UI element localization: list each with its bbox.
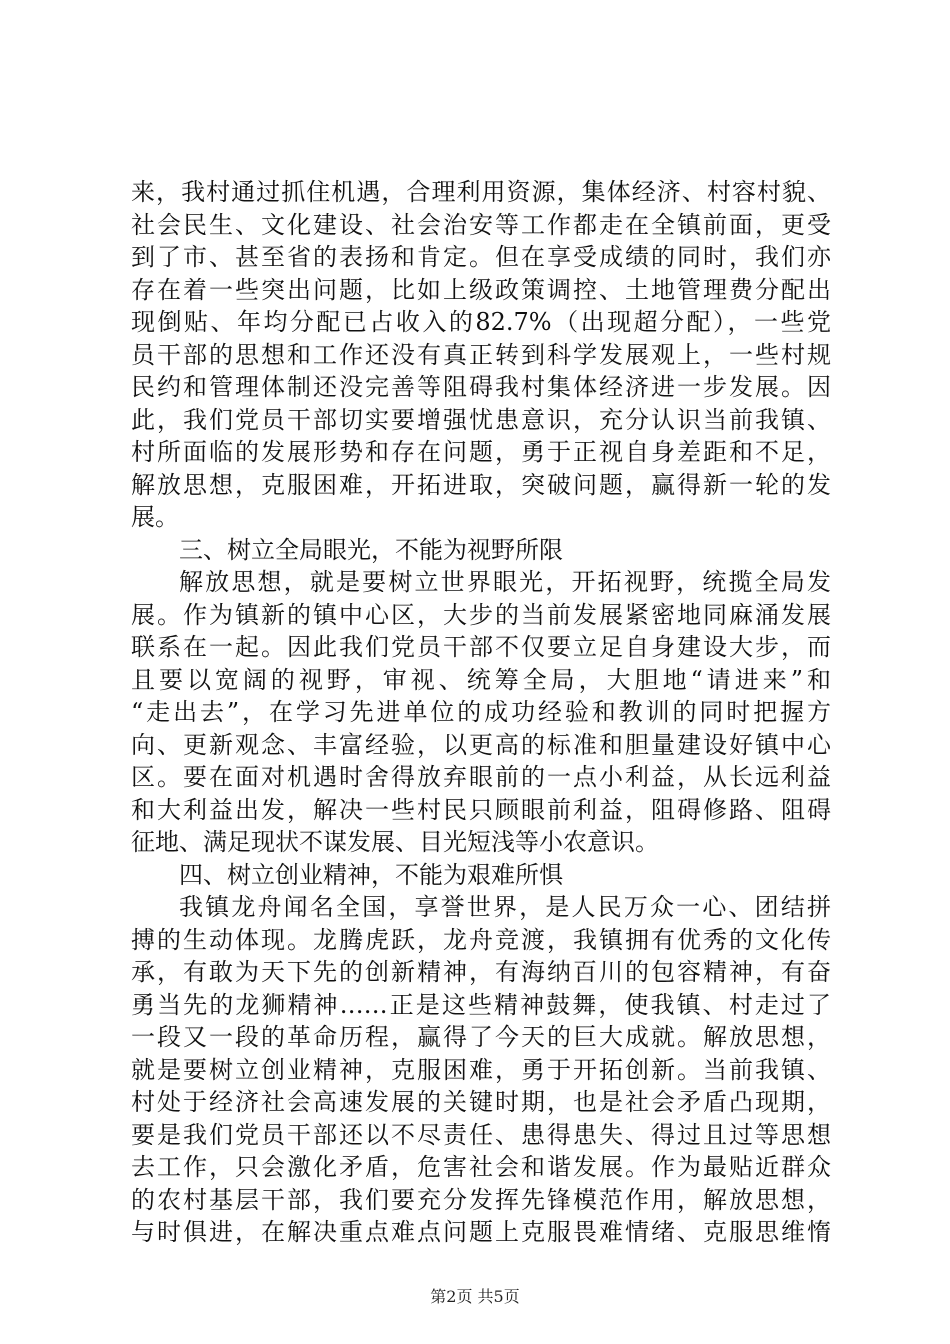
text-line: 就是要树立创业精神，克服困难，勇于开拓创新。当前我镇、 [131, 1055, 831, 1084]
section-heading: 三、树立全局眼光，不能为视野所限 [179, 535, 563, 564]
text-line: 征地、满足现状不谋发展、目光短浅等小农意识。 [131, 828, 659, 856]
text-line: 的农村基层干部，我们要充分发挥先锋模范作用，解放思想， [131, 1185, 831, 1214]
text-line: 我镇龙舟闻名全国，享誉世界，是人民万众一心、团结拼 [179, 893, 831, 921]
text-line: 民约和管理体制还没完善等阻碍我村集体经济进一步发展。因 [131, 373, 831, 401]
text-line: 勇当先的龙狮精神……正是这些精神鼓舞，使我镇、村走过了 [131, 990, 831, 1019]
text-line: 联系在一起。因此我们党员干部不仅要立足自身建设大步，而 [131, 633, 831, 661]
text-line: 存在着一些突出问题，比如上级政策调控、土地管理费分配出 [131, 275, 831, 304]
text-line: 与时俱进，在解决重点难点问题上克服畏难情绪、克服思维惰 [131, 1218, 831, 1246]
text-line: 一段又一段的革命历程，赢得了今天的巨大成就。解放思想， [131, 1023, 831, 1051]
text-line: 展。 [131, 503, 179, 531]
text-line: 此，我们党员干部切实要增强忧患意识，充分认识当前我镇、 [131, 405, 831, 434]
text-line: 到了市、甚至省的表扬和肯定。但在享受成绩的同时，我们亦 [131, 243, 831, 271]
text-line: 承，有敢为天下先的创新精神，有海纳百川的包容精神，有奋 [131, 958, 831, 986]
text-line: “走出去”，在学习先进单位的成功经验和教训的同时把握方 [131, 698, 831, 726]
text-line: 向、更新观念、丰富经验，以更高的标准和胆量建设好镇中心 [131, 730, 831, 759]
section-heading: 四、树立创业精神，不能为艰难所惧 [179, 860, 563, 889]
text-line: 解放思想，就是要树立世界眼光，开拓视野，统揽全局发 [179, 568, 831, 596]
text-line: 村所面临的发展形势和存在问题，勇于正视自身差距和不足， [131, 438, 831, 466]
page-number-footer: 第2页 共5页 [430, 1287, 520, 1306]
text-line: 且要以宽阔的视野，审视、统筹全局，大胆地“请进来”和 [131, 665, 831, 694]
document-body [131, 176, 831, 1249]
text-line: 和大利益出发，解决一些村民只顾眼前利益，阻碍修路、阻碍 [131, 795, 831, 824]
text-line: 搏的生动体现。龙腾虎跃，龙舟竞渡，我镇拥有优秀的文化传 [131, 925, 831, 954]
text-line: 去工作，只会激化矛盾，危害社会和谐发展。作为最贴近群众 [131, 1153, 831, 1181]
text-line: 村处于经济社会高速发展的关键时期，也是社会矛盾凸现期， [131, 1088, 831, 1116]
text-line: 要是我们党员干部还以不尽责任、患得患失、得过且过等思想 [131, 1120, 831, 1149]
text-line: 现倒贴、年均分配已占收入的82.7%（出现超分配），一些党 [131, 308, 831, 336]
text-line: 区。要在面对机遇时舍得放弃眼前的一点小利益，从长远利益 [131, 763, 831, 791]
text-line: 解放思想，克服困难，开拓进取，突破问题，赢得新一轮的发 [131, 470, 831, 499]
text-line: 社会民生、文化建设、社会治安等工作都走在全镇前面，更受 [131, 210, 831, 239]
text-line: 来，我村通过抓住机遇，合理利用资源，集体经济、村容村貌、 [131, 178, 831, 206]
text-line: 员干部的思想和工作还没有真正转到科学发展观上，一些村规 [131, 340, 831, 369]
text-line: 展。作为镇新的镇中心区，大步的当前发展紧密地同麻涌发展 [131, 600, 831, 629]
